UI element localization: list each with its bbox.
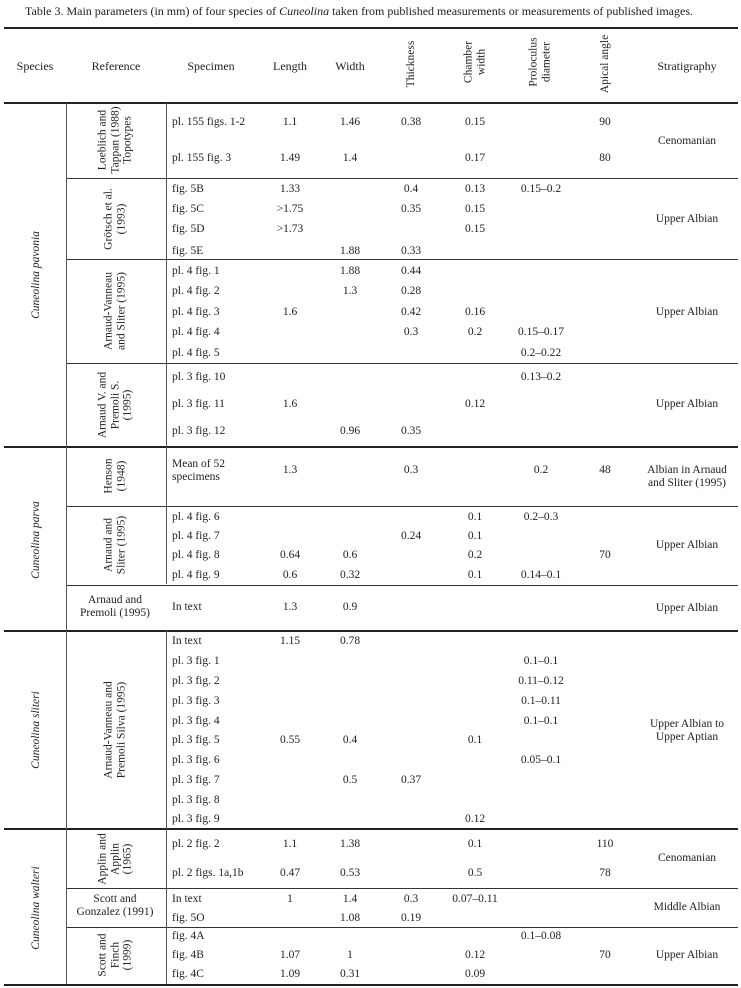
thickness-cell: 0.35 [400,203,422,215]
species-divider [4,446,738,448]
chamber-width-cell: 0.12 [464,398,486,410]
reference-cell: Arnaud-Vanneau and Sliter (1995) [102,272,127,350]
width-cell: 1.88 [339,245,361,257]
length-cell: 1.33 [279,183,301,195]
proloculus-cell: 0.2–0.22 [520,347,562,359]
stratigraphy-cell: Cenomanian [657,135,717,147]
length-cell: 0.6 [282,569,298,581]
length-cell: 0.64 [279,549,301,561]
reference-cell: Arnaud and Premoli (1995) [80,594,150,619]
reference-column-border [166,630,167,984]
stratigraphy-cell: Cenomanian [657,852,717,864]
reference-cell: Arnaud-Vanneau and Premoli Silva (1995) [102,681,127,779]
header-bottom-rule [4,102,738,104]
length-cell: 1.6 [282,306,298,318]
width-cell: 1.08 [339,912,361,924]
chamber-width-cell: 0.15 [464,203,486,215]
thickness-cell: 0.19 [400,912,422,924]
proloculus-cell: 0.14–0.1 [520,569,562,581]
header-chamber-width: Chamber width [462,40,487,84]
width-cell: 1.46 [339,116,361,128]
specimen-cell: pl. 4 fig. 4 [172,326,220,338]
specimen-cell: pl. 3 fig. 12 [172,425,226,437]
proloculus-cell: 0.1–0.1 [523,715,559,727]
species-divider [4,630,738,632]
chamber-width-cell: 0.07–0.11 [452,893,498,905]
apical-angle-cell: 80 [599,152,611,164]
specimen-cell: pl. 3 fig. 4 [172,715,220,727]
species-label: Cuneolina walteri [29,866,42,950]
specimen-cell: pl. 3 fig. 5 [172,734,220,746]
specimen-cell: pl. 2 figs. 1a,1b [172,867,244,879]
reference-cell: Henson (1948) [102,458,127,494]
thickness-cell: 0.4 [403,183,419,195]
header-specimen: Specimen [187,59,235,73]
header-length: Length [273,59,307,73]
proloculus-cell: 0.15–0.2 [520,183,562,195]
length-cell: 1.15 [279,635,301,647]
apical-angle-cell: 110 [596,838,614,850]
reference-column-border [166,103,167,584]
apical-angle-cell: 90 [599,116,611,128]
apical-angle-cell: 70 [599,549,611,561]
specimen-cell: pl. 4 fig. 2 [172,285,220,297]
specimen-cell: pl. 4 fig. 7 [172,530,220,542]
header-width: Width [335,59,365,73]
group-divider [66,585,738,586]
chamber-width-cell: 0.1 [467,734,483,746]
thickness-cell: 0.42 [400,306,422,318]
header-species: Species [16,59,54,73]
chamber-width-cell: 0.1 [467,530,483,542]
thickness-cell: 0.33 [400,245,422,257]
width-cell: 0.96 [339,425,361,437]
specimen-cell: pl. 2 fig. 2 [172,838,220,850]
species-divider [4,828,738,830]
stratigraphy-cell: Upper Albian [655,539,719,551]
table-caption: Table 3. Main parameters (in mm) of four species of Cuneolina taken from published measurements or measurements of published images. [25,4,693,18]
length-cell: 1.1 [282,838,298,850]
chamber-width-cell: 0.15 [464,223,486,235]
specimen-cell: pl. 155 fig. 3 [172,152,232,164]
length-cell: >1.75 [276,203,304,215]
specimen-cell: pl. 4 fig. 5 [172,347,220,359]
chamber-width-cell: 0.12 [464,813,486,825]
specimen-cell: In text [172,893,202,905]
width-cell: 0.6 [342,549,358,561]
reference-cell: Arnaud and Sliter (1995) [102,515,127,575]
chamber-width-cell: 0.09 [464,968,486,980]
thickness-cell: 0.24 [400,530,422,542]
length-cell: >1.73 [276,223,304,235]
chamber-width-cell: 0.5 [467,867,483,879]
width-cell: 1.38 [339,838,361,850]
chamber-width-cell: 0.12 [464,949,486,961]
width-cell: 0.4 [342,734,358,746]
specimen-cell: pl. 3 fig. 11 [172,398,225,410]
length-cell: 1.07 [279,949,301,961]
width-cell: 0.5 [342,774,358,786]
specimen-cell: pl. 4 fig. 9 [172,569,220,581]
specimen-cell: fig. 5B [172,183,204,195]
proloculus-cell: 0.1–0.08 [520,930,562,942]
stratigraphy-cell: Upper Albian to Upper Aptian [649,718,725,743]
stratigraphy-cell: Upper Albian [655,398,719,410]
thickness-cell: 0.38 [400,116,422,128]
specimen-cell: fig. 4B [172,949,204,961]
specimen-cell: pl. 4 fig. 8 [172,549,220,561]
thickness-cell: 0.3 [403,326,419,338]
specimen-cell: fig. 4A [172,930,205,942]
chamber-width-cell: 0.16 [464,306,486,318]
proloculus-cell: 0.2–0.3 [523,511,559,523]
width-cell: 1.4 [342,152,358,164]
specimen-cell: Mean of 52 specimens [172,458,226,483]
stratigraphy-cell: Upper Albian [655,949,719,961]
length-cell: 1.3 [282,601,298,613]
reference-cell: Arnaud V. and Premoli S. (1995) [96,371,134,439]
specimen-cell: pl. 3 fig. 1 [172,655,220,667]
specimen-cell: In text [172,635,202,647]
chamber-width-cell: 0.15 [464,116,486,128]
thickness-cell: 0.44 [400,265,422,277]
proloculus-cell: 0.1–0.1 [523,655,559,667]
reference-cell: Applin and Applin (1965) [96,833,134,885]
chamber-width-cell: 0.13 [464,183,486,195]
apical-angle-cell: 70 [599,949,611,961]
length-cell: 1.1 [282,116,298,128]
proloculus-cell: 0.15–0.17 [518,326,564,338]
specimen-cell: fig. 5D [172,223,205,235]
specimen-cell: In text [172,601,202,613]
width-cell: 1.4 [342,893,358,905]
chamber-width-cell: 0.1 [467,569,483,581]
specimen-cell: pl. 3 fig. 10 [172,371,226,383]
chamber-width-cell: 0.2 [467,549,483,561]
header-proloculus-diameter: Proloculus diameter [527,37,552,87]
specimen-cell: pl. 3 fig. 3 [172,695,220,707]
width-cell: 0.78 [339,635,361,647]
header-stratigraphy: Stratigraphy [657,59,717,73]
proloculus-cell: 0.05–0.1 [520,754,562,766]
thickness-cell: 0.28 [400,285,422,297]
specimen-cell: fig. 5O [172,912,205,924]
width-cell: 1.88 [339,265,361,277]
specimen-cell: pl. 3 fig. 7 [172,774,220,786]
specimen-cell: fig. 5C [172,203,204,215]
table-bottom-rule [4,984,738,986]
specimen-cell: pl. 155 figs. 1-2 [172,116,246,128]
specimen-cell: pl. 4 fig. 6 [172,511,220,523]
proloculus-cell: 0.11–0.12 [518,675,564,687]
table-top-rule [4,27,738,29]
length-cell: 1.6 [282,398,298,410]
stratigraphy-cell: Upper Albian [655,306,719,318]
proloculus-cell: 0.2 [533,464,549,476]
header-apical-angle: Apical angle [598,34,611,94]
chamber-width-cell: 0.1 [467,838,483,850]
reference-cell: Scott and Gonzalez (1991) [76,893,154,918]
species-label: Cuneolina sliteri [29,691,42,769]
thickness-cell: 0.3 [403,464,419,476]
stratigraphy-cell: Albian in Arnaud and Sliter (1995) [647,464,727,489]
length-cell: 1 [287,893,293,905]
width-cell: 0.31 [339,968,361,980]
species-label: Cuneolina pavonia [29,231,42,319]
length-cell: 1.49 [279,152,301,164]
thickness-cell: 0.37 [400,774,422,786]
specimen-cell: fig. 4C [172,968,204,980]
apical-angle-cell: 78 [599,867,611,879]
reference-cell: Loeblich and Tappan (1988) Topotypes [96,106,134,174]
width-cell: 0.9 [342,601,358,613]
length-cell: 1.3 [282,464,298,476]
width-cell: 0.53 [339,867,361,879]
proloculus-cell: 0.13–0.2 [520,371,562,383]
header-thickness: Thickness [404,40,417,88]
apical-angle-cell: 48 [599,464,611,476]
length-cell: 0.55 [279,734,301,746]
length-cell: 0.47 [279,867,301,879]
proloculus-cell: 0.1–0.11 [521,695,561,707]
thickness-cell: 0.3 [403,893,419,905]
width-cell: 1 [347,949,353,961]
species-label: Cuneolina parva [29,501,42,579]
specimen-cell: fig. 5E [172,245,204,257]
specimen-cell: pl. 3 fig. 9 [172,813,220,825]
specimen-cell: pl. 4 fig. 3 [172,306,220,318]
reference-cell: Grötsch et al. (1993) [102,188,127,250]
stratigraphy-cell: Middle Albian [653,901,721,913]
width-cell: 0.32 [339,569,361,581]
chamber-width-cell: 0.1 [467,511,483,523]
length-cell: 1.09 [279,968,301,980]
specimen-cell: pl. 4 fig. 1 [172,265,220,277]
header-reference: Reference [91,59,141,73]
specimen-cell: pl. 3 fig. 8 [172,794,220,806]
chamber-width-cell: 0.17 [464,152,486,164]
chamber-width-cell: 0.2 [467,326,483,338]
stratigraphy-cell: Upper Albian [655,213,719,225]
thickness-cell: 0.35 [400,425,422,437]
specimen-cell: pl. 3 fig. 6 [172,754,220,766]
species-column-border [66,103,67,984]
reference-cell: Scott and Finch (1999) [96,933,134,977]
stratigraphy-cell: Upper Albian [655,602,719,614]
specimen-cell: pl. 3 fig. 2 [172,675,220,687]
width-cell: 1.3 [342,285,358,297]
